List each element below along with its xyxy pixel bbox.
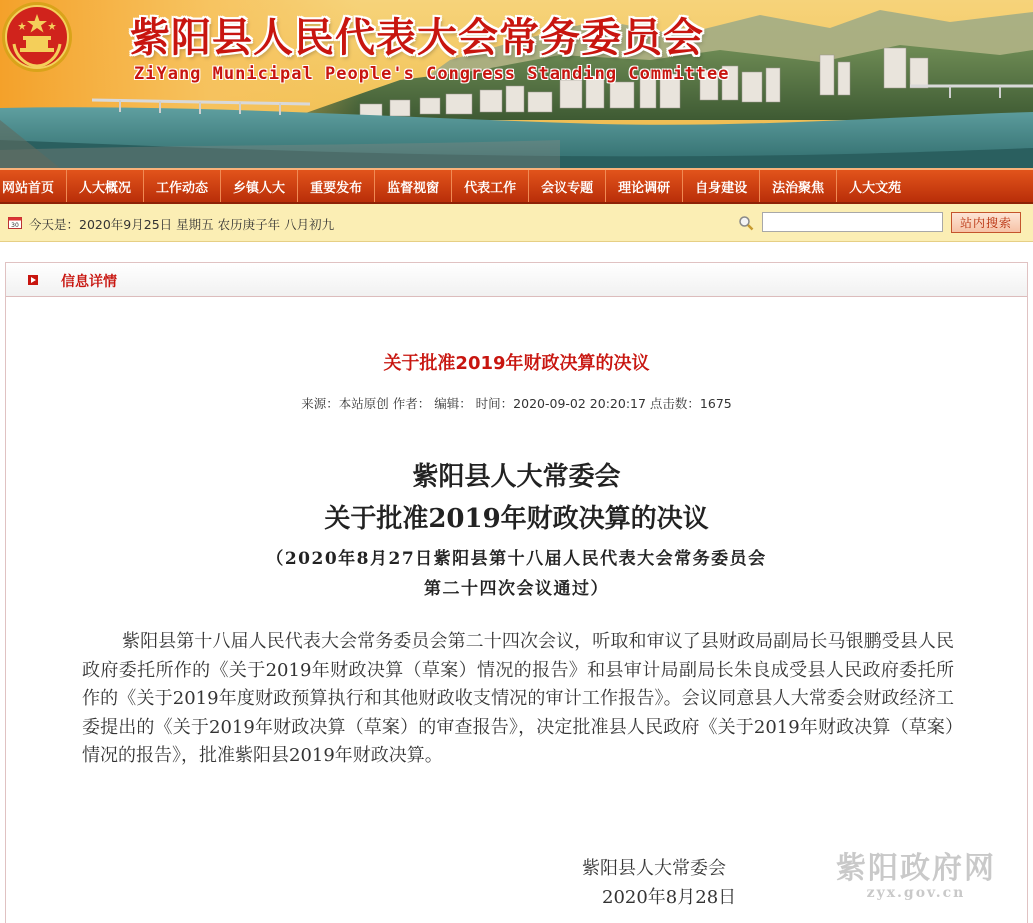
info-bar: [0, 204, 1033, 242]
main-nav: [0, 168, 1033, 204]
nav-item-literature[interactable]: 人大文苑: [849, 180, 902, 196]
search-icon: [738, 215, 754, 231]
watermark-url: zyx.gov.cn: [866, 885, 966, 901]
nav-item-deputy-work[interactable]: 代表工作: [452, 170, 529, 202]
site-title: 紫阳县人民代表大会常务委员会: [130, 14, 704, 61]
panel-heading: 信息详情: [61, 274, 117, 290]
article-meta: 来源：本站原创 作者： 编辑： 时间：2020-09-02 20:20:17 点击数：1675: [301, 396, 732, 411]
calendar-icon: [8, 216, 22, 229]
nav-item-self-building[interactable]: 自身建设: [683, 170, 760, 202]
arrow-right-icon: [28, 275, 38, 285]
search-input[interactable]: [762, 212, 943, 232]
panel-header: [6, 263, 1027, 297]
national-emblem-icon: [0, 0, 74, 74]
nav-item-releases[interactable]: 重要发布: [298, 170, 375, 202]
svg-text:30: 30: [11, 222, 19, 229]
nav-item-overview[interactable]: 人大概况: [67, 170, 144, 202]
search-button[interactable]: 站内搜索: [951, 212, 1021, 233]
document-title-line-2: 关于批准2019年财政决算的决议: [324, 504, 709, 534]
article-title: 关于批准2019年财政决算的决议: [383, 353, 650, 374]
signature-date: 2020年8月28日: [602, 887, 737, 908]
nav-item-home[interactable]: 网站首页: [0, 170, 67, 202]
nav-item-work-news[interactable]: 工作动态: [144, 170, 221, 202]
nav-item-rule-of-law[interactable]: 法治聚焦: [760, 170, 837, 202]
content-panel: [5, 262, 1028, 923]
site-banner: [0, 0, 1033, 168]
signature-organization: 紫阳县人大常委会: [582, 858, 726, 879]
document-subtitle-line-2: 第二十四次会议通过）: [424, 579, 609, 599]
document-subtitle-line-1: （2020年8月27日紫阳县第十八届人民代表大会常务委员会: [266, 549, 767, 569]
nav-item-supervision[interactable]: 监督视窗: [375, 170, 452, 202]
site-watermark: [836, 843, 996, 901]
watermark-name: 紫阳政府网: [836, 851, 996, 886]
nav-item-meetings[interactable]: 会议专题: [529, 170, 606, 202]
nav-item-research[interactable]: 理论调研: [606, 170, 683, 202]
nav-item-township[interactable]: 乡镇人大: [221, 170, 298, 202]
site-subtitle: ZiYang Municipal People's Congress Standing Committee: [134, 64, 730, 84]
current-date: 今天是：2020年9月25日 星期五 农历庚子年 八月初九: [29, 217, 335, 232]
document-title-line-1: 紫阳县人大常委会: [412, 462, 621, 492]
article-body: 紫阳县第十八届人民代表大会常务委员会第二十四次会议，听取和审议了县财政局副局长马银鹏受县人民政府委托所作的《关于2019年财政决算（草案）情况的报告》和县审计局副局长朱良成受县人民政府委托所作的《关于2019年度财政预算执行和其他财政收支情况的审计工作报告》。会议同意县人大常委会财政经济工委提出的《关于2019年财政决算（草案）的审查报告》，决定批准县人民政府《关于2019年财政决算（草案）情况的报告》，批准紫阳县2019年财政决算。: [82, 631, 954, 766]
